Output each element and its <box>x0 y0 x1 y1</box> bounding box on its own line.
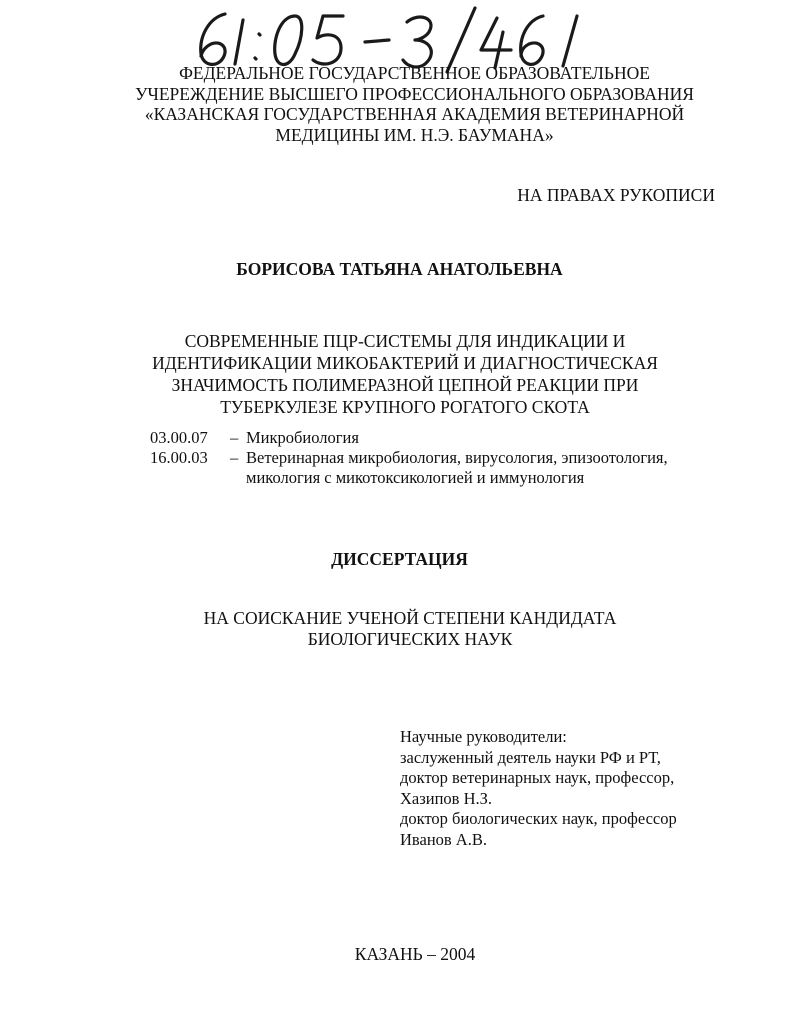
institution-line: МЕДИЦИНЫ ИМ. Н.Э. БАУМАНА» <box>275 124 554 145</box>
specialty-dash: – <box>230 428 239 447</box>
institution-line: УЧЕРЕЖДЕНИЕ ВЫСШЕГО ПРОФЕССИОНАЛЬНОГО ОБРАЗОВАНИЯ <box>135 83 694 104</box>
institution-line: «КАЗАНСКАЯ ГОСУДАРСТВЕННАЯ АКАДЕМИЯ ВЕТЕРИНАРНОЙ <box>144 104 685 124</box>
supervisors-line: доктор биологических наук, профессор <box>400 809 677 828</box>
specialty-code: 16.00.03 <box>150 448 208 467</box>
rights-note: НА ПРАВАХ РУКОПИСИ <box>517 185 715 205</box>
specialties-list <box>150 428 730 488</box>
specialty-code: 03.00.07 <box>150 428 208 447</box>
specialty-name-line: Ветеринарная микробиология, вирусология, эпизоотология, <box>246 448 668 467</box>
supervisors-line: доктор ветеринарных наук, профессор, <box>400 768 675 787</box>
author-name: БОРИСОВА ТАТЬЯНА АНАТОЛЬЕВНА <box>236 259 563 279</box>
title-line: СОВРЕМЕННЫЕ ПЦР-СИСТЕМЫ ДЛЯ ИНДИКАЦИИ И <box>184 331 626 351</box>
specialty-row <box>150 428 730 448</box>
specialty-name <box>242 448 730 488</box>
degree-statement <box>100 608 720 650</box>
specialty-name-line: Микробиология <box>246 428 359 447</box>
supervisors-line: Хазипов Н.З. <box>400 788 493 808</box>
document-type: ДИССЕРТАЦИЯ <box>331 549 468 569</box>
specialty-dash: – <box>230 448 239 467</box>
institution-line: ФЕДЕРАЛЬНОЕ ГОСУДАРСТВЕННОЕ ОБРАЗОВАТЕЛЬНОЕ <box>179 63 650 83</box>
title-line: ТУБЕРКУЛЕЗЕ КРУПНОГО РОГАТОГО СКОТА <box>220 397 590 417</box>
title-line: ИДЕНТИФИКАЦИИ МИКОБАКТЕРИЙ И ДИАГНОСТИЧЕСКАЯ <box>152 353 658 373</box>
thesis-title <box>90 330 720 418</box>
place-year: КАЗАНЬ – 2004 <box>354 944 476 964</box>
degree-line: НА СОИСКАНИЕ УЧЕНОЙ СТЕПЕНИ КАНДИДАТА <box>203 608 617 628</box>
institution-heading <box>80 63 749 145</box>
supervisors-block <box>400 727 740 850</box>
specialty-name-line: микология с микотоксикологией и иммунология <box>246 468 585 487</box>
supervisors-line: Иванов А.В. <box>400 829 487 849</box>
title-line: ЗНАЧИМОСТЬ ПОЛИМЕРАЗНОЙ ЦЕПНОЙ РЕАКЦИИ ПРИ <box>171 375 639 395</box>
supervisors-line: заслуженный деятель науки РФ и РТ, <box>400 747 661 767</box>
specialty-name <box>242 428 730 448</box>
specialty-row <box>150 448 730 488</box>
supervisors-line: Научные руководители: <box>400 727 567 746</box>
degree-line: БИОЛОГИЧЕСКИХ НАУК <box>307 629 513 649</box>
